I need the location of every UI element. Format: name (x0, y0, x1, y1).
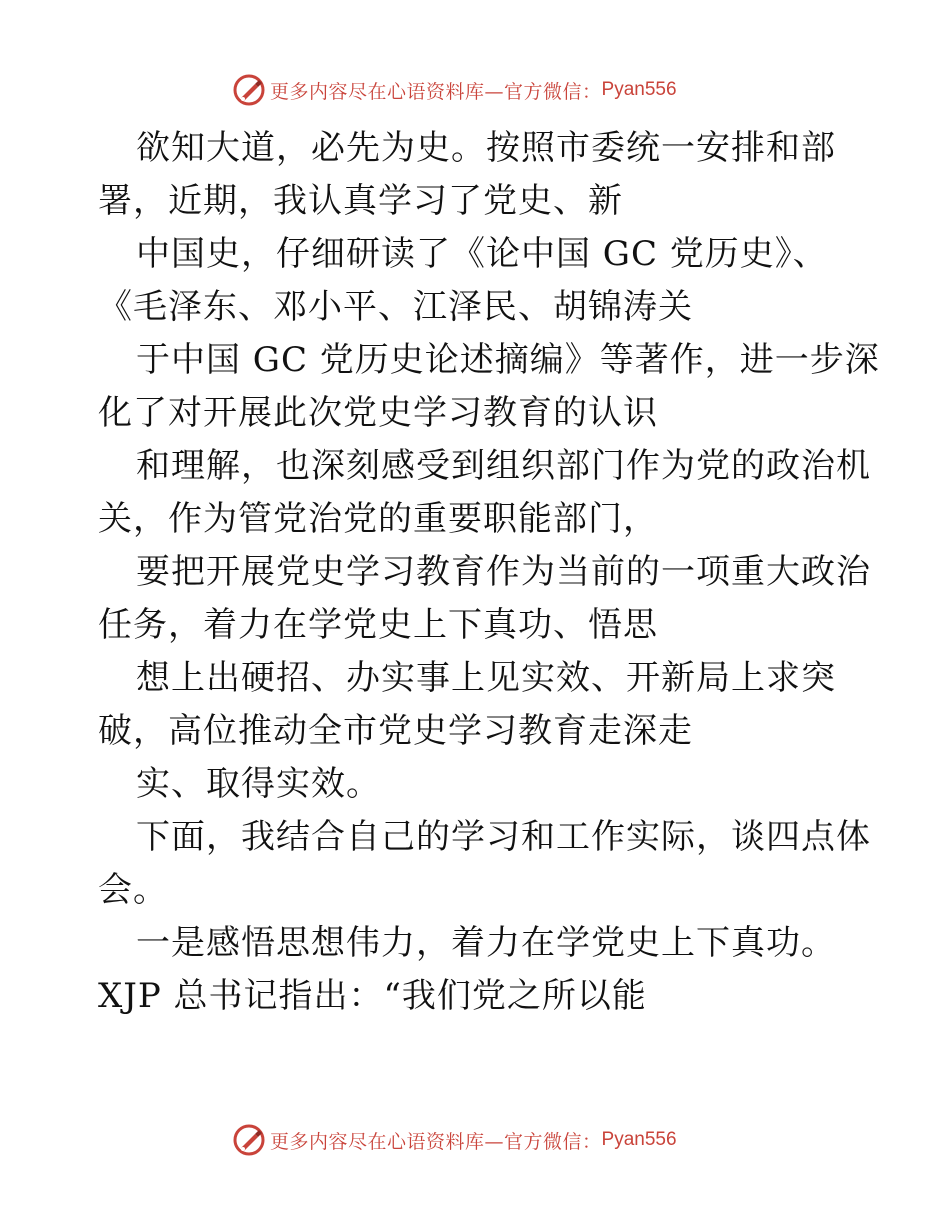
paragraph-line: 和理解，也深刻感受到组织部门作为党的政治机 (136, 446, 871, 486)
paragraph-line: 要把开展党史学习教育作为当前的一项重大政治 (136, 552, 871, 592)
paragraph-line: 一是感悟思想伟力，着力在学党史上下真功。 (136, 923, 836, 963)
footer-banner[interactable] (232, 1122, 677, 1158)
paragraph-line: 《毛泽东、邓小平、江泽民、胡锦涛关 (98, 287, 693, 327)
banner-contact: Pyan556 (601, 79, 677, 100)
paragraph-line: 任务，着力在学党史上下真功、悟思 (98, 605, 658, 645)
document-body (98, 122, 880, 1023)
header-banner[interactable] (232, 72, 677, 108)
paragraph-line: 关，作为管党治党的重要职能部门， (98, 499, 658, 539)
paragraph-line: XJP 总书记指出：“我们党之所以能 (98, 976, 647, 1016)
banner-contact: Pyan556 (601, 1129, 677, 1150)
paragraph-line: 欲知大道，必先为史。按照市委统一安排和部 (136, 128, 836, 168)
banner-text: 更多内容尽在心语资料库—官方微信： (270, 80, 602, 103)
paragraph-line: 中国史，仔细研读了《论中国 GC 党历史》、 (136, 234, 828, 274)
paragraph-line: 署，近期，我认真学习了党史、新 (98, 181, 623, 221)
paragraph-line: 想上出硬招、办实事上见实效、开新局上求突 (136, 658, 836, 698)
paragraph-line: 破，高位推动全市党史学习教育走深走 (98, 711, 693, 751)
paragraph-line: 下面，我结合自己的学习和工作实际，谈四点体 (136, 817, 871, 857)
red-pen-logo-icon (232, 73, 266, 107)
paragraph-line: 化了对开展此次党史学习教育的认识 (98, 393, 658, 433)
banner-text: 更多内容尽在心语资料库—官方微信： (270, 1130, 602, 1153)
red-pen-logo-icon (232, 1123, 266, 1157)
paragraph-line: 于中国 GC 党历史论述摘编》等著作，进一步深 (136, 340, 880, 380)
paragraph-line: 实、取得实效。 (136, 764, 381, 804)
paragraph-line: 会。 (98, 870, 168, 910)
